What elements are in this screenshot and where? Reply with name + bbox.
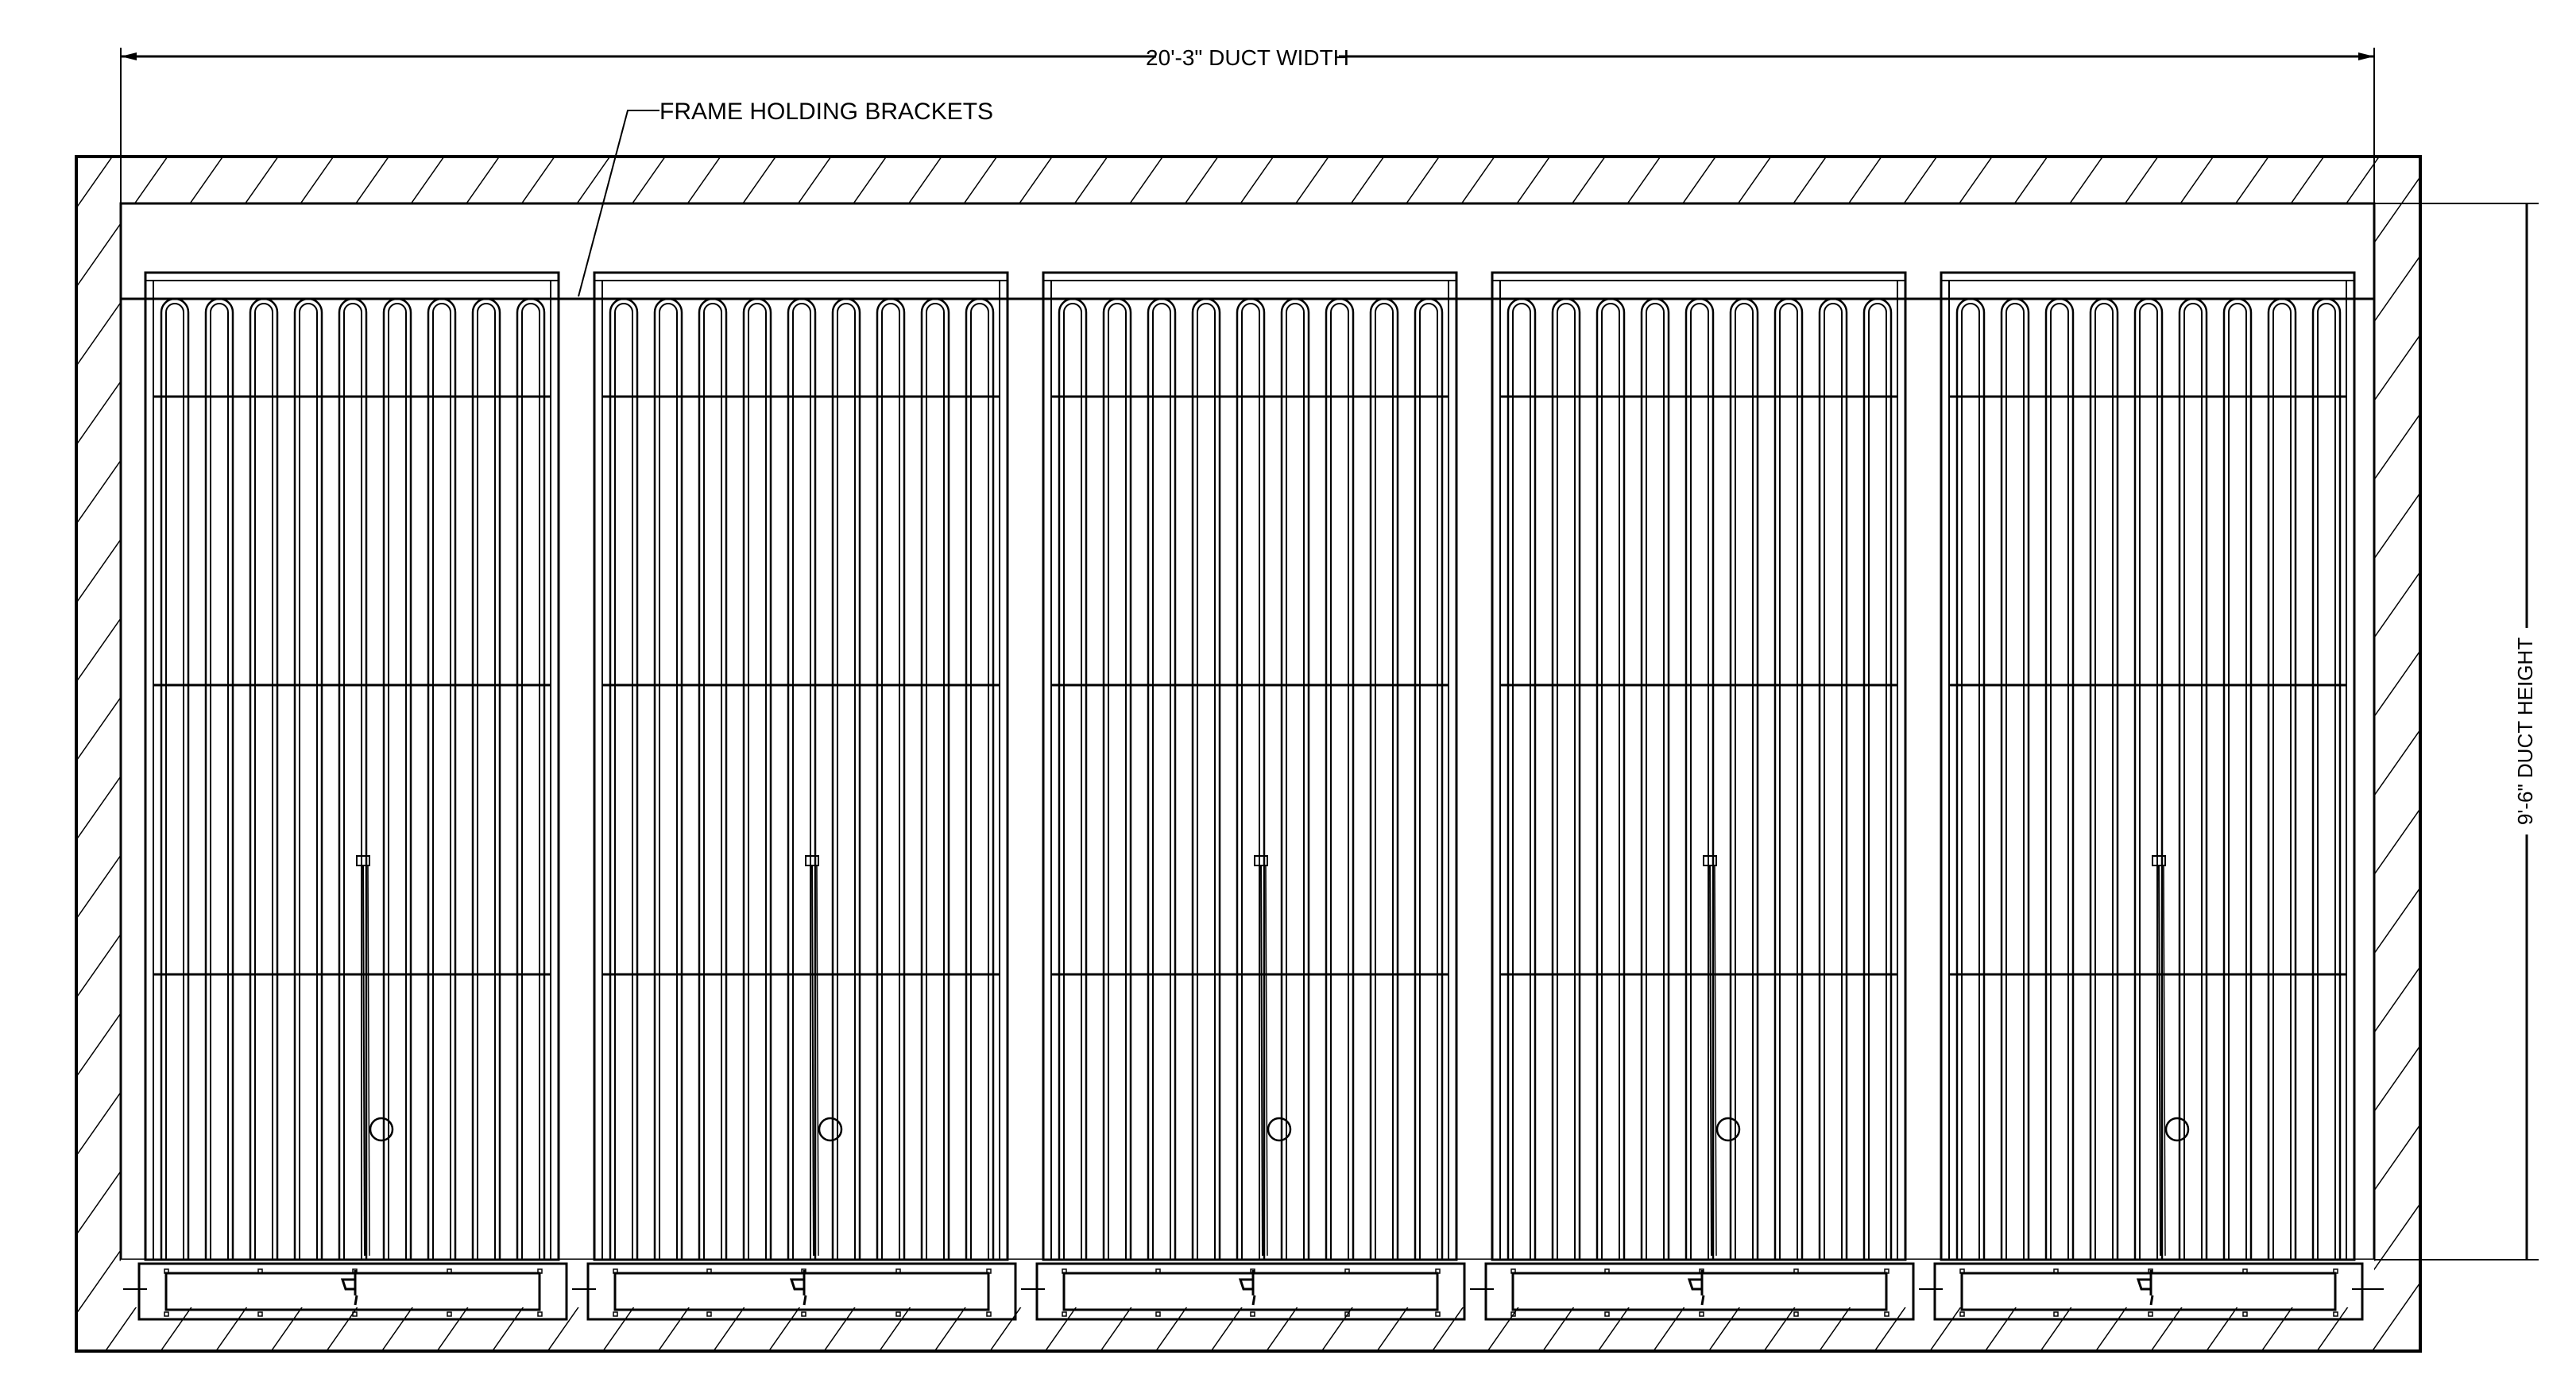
width-dimension-label: 20'-3" DUCT WIDTH bbox=[1146, 45, 1349, 70]
callout-label: FRAME HOLDING BRACKETS bbox=[659, 99, 994, 125]
height-dimension-label: 9'-6" DUCT HEIGHT bbox=[2512, 637, 2537, 826]
